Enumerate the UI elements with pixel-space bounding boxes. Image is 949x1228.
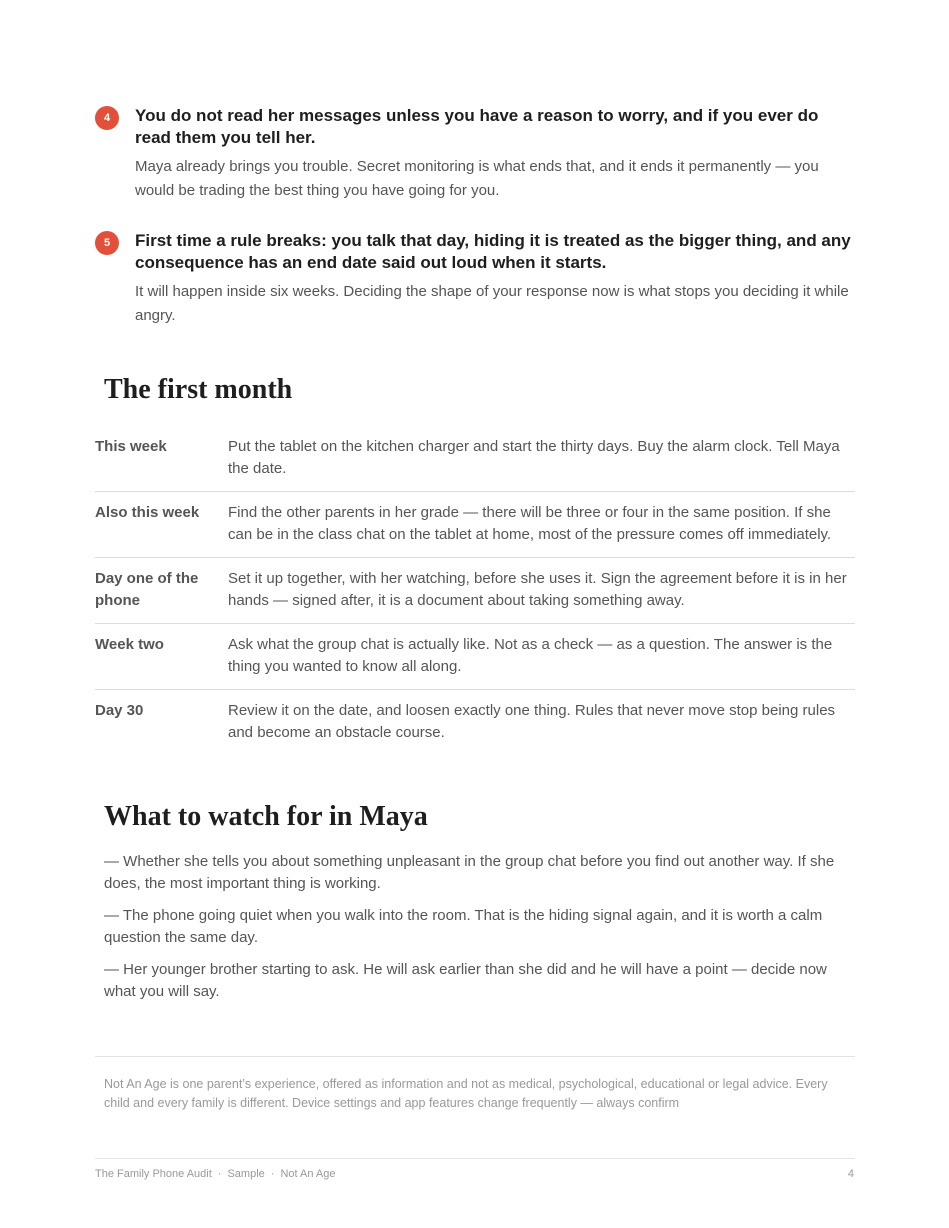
item-title: First time a rule breaks: you talk that day, hiding it is treated as the bigger thing, and any consequence has an end date said out loud when it starts.	[135, 231, 851, 272]
schedule-label: Week two	[95, 636, 164, 653]
schedule-row	[95, 558, 855, 624]
schedule-row	[95, 690, 855, 755]
schedule-row	[95, 426, 855, 492]
footer-divider	[95, 1158, 855, 1159]
footer-doc-title: The Family Phone Audit	[95, 1168, 212, 1180]
schedule-label: Day one of the phone	[95, 570, 199, 609]
page-number: 4	[847, 1168, 854, 1180]
schedule-label: Also this week	[95, 504, 200, 521]
item-body: Maya already brings you trouble. Secret monitoring is what ends that, and it ends it permanently — you would be trading the best thing you have going for you.	[135, 158, 819, 199]
schedule-label: Day 30	[95, 702, 144, 719]
schedule-row	[95, 492, 855, 558]
watch-item: — Her younger brother starting to ask. He will ask earlier than she did and he will have a point — decide now what you will say.	[104, 961, 827, 1000]
footer-edition: Sample	[227, 1168, 265, 1180]
footer-brand: Not An Age	[280, 1168, 336, 1180]
watch-heading: What to watch for in Maya	[104, 801, 428, 832]
first-month-schedule	[95, 426, 855, 755]
footer-running-title	[95, 1168, 335, 1180]
item-body: It will happen inside six weeks. Deciding the shape of your response now is what stops you deciding it while angry.	[135, 283, 849, 324]
footer-separator: ·	[217, 1168, 222, 1180]
watch-item: — The phone going quiet when you walk into the room. That is the hiding signal again, and it is worth a calm question the same day.	[104, 907, 823, 946]
first-month-heading: The first month	[104, 374, 293, 405]
schedule-text: Put the tablet on the kitchen charger and start the thirty days. Buy the alarm clock. Tell Maya the date.	[228, 438, 840, 477]
schedule-text: Set it up together, with her watching, before she uses it. Sign the agreement before it is in her hands — signed after, it is a document about taking something away.	[228, 570, 847, 609]
disclaimer-text: Not An Age is one parent’s experience, offered as information and not as medical, psychological, educational or legal advice. Every child and every family is different. Device settings and app features change frequently — always confirm	[104, 1077, 828, 1110]
watch-item: — Whether she tells you about something unpleasant in the group chat before you find out another way. If she does, the most important thing is working.	[104, 853, 835, 892]
footer-separator: ·	[270, 1168, 275, 1180]
numbered-item-4	[95, 105, 855, 203]
disclaimer-divider	[95, 1056, 855, 1057]
schedule-row	[95, 624, 855, 690]
schedule-text: Ask what the group chat is actually like. Not as a check — as a question. The answer is the thing you wanted to know all along.	[228, 636, 833, 675]
schedule-text: Find the other parents in her grade — there will be three or four in the same position. If she can be in the class chat on the tablet at home, most of the pressure comes off immediately.	[228, 504, 832, 543]
number-badge: 5	[95, 231, 119, 255]
schedule-text: Review it on the date, and loosen exactly one thing. Rules that never move stop being rules and become an obstacle course.	[228, 702, 836, 741]
watch-list	[104, 851, 844, 1013]
number-badge: 4	[95, 106, 119, 130]
schedule-label: This week	[95, 438, 167, 455]
numbered-item-5	[95, 230, 855, 328]
item-title: You do not read her messages unless you have a reason to worry, and if you ever do read them you tell her.	[135, 106, 819, 147]
